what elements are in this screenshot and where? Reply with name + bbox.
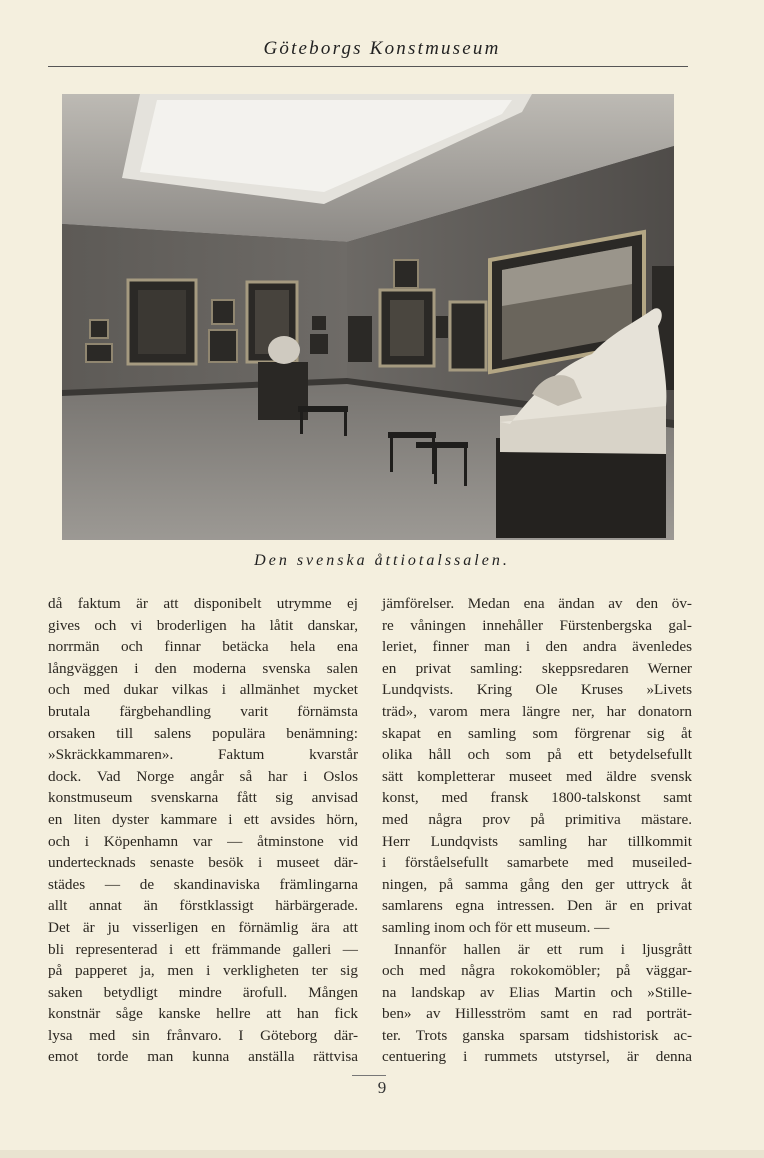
- text-line: och med några rokokomöbler; på väggar-: [382, 962, 692, 980]
- page-number: 9: [377, 1078, 387, 1097]
- text-line: re våningen innehåller Fürstenbergska gal-: [382, 616, 692, 634]
- text-line: en liten dyster kammare i ett avsides hörn,: [48, 810, 358, 828]
- text-line: norrmän och finnar betäcka hela ena: [48, 638, 358, 656]
- text-line: brutala färgbehandling varit förnämsta: [48, 702, 358, 720]
- text-line: olika håll och som på ett betydelsefullt: [382, 746, 692, 764]
- text-line: saken betydligt mindre ärofull. Mången: [48, 983, 358, 1001]
- text-line: Det är ju visserligen en förnämlig ära att: [48, 918, 358, 936]
- text-line: orsaken till salens populära benämning:: [48, 724, 358, 742]
- text-line: och med dukar vilkas i allmänhet mycket: [48, 681, 358, 699]
- text-line: sätt kompletterar museet med äldre svensk: [382, 767, 692, 785]
- text-line: undertecknads senaste besök i museet där-: [48, 854, 358, 872]
- text-line: leriet, finner man i den andra ävenledes: [382, 638, 692, 656]
- text-line: på papperet ja, men i verkligheten ter sig: [48, 962, 358, 980]
- running-header: Göteborgs Konstmuseum: [263, 38, 501, 59]
- text-line: långväggen i den moderna svenska salen: [48, 659, 358, 677]
- text-line: konst, med fransk 1800-talskonst samt: [382, 789, 692, 807]
- text-line: Lundqvists. Kring Ole Kruses »Livets: [382, 681, 692, 699]
- text-line: samling inom och för ett museum. —: [382, 918, 610, 936]
- page-edge: [0, 1150, 764, 1158]
- text-line: träd», varom mera längre ner, har donatorn: [382, 702, 692, 720]
- text-line: gives och vi broderligen ha låtit danskar,: [48, 616, 358, 634]
- text-line: dock. Vad Norge angår så har i Oslos: [48, 767, 358, 785]
- text-line: städes — de skandinaviska främlingarna: [48, 875, 358, 893]
- header-rule: [48, 66, 688, 67]
- text-line: en privat samling: skeppsredaren Werner: [382, 659, 692, 677]
- text-line: »Skräckkammaren». Faktum kvarstår: [48, 746, 358, 764]
- text-line: centuering i rummets utstyrsel, är denna: [382, 1048, 692, 1066]
- text-line: Herr Lundqvists samling har tillkommit: [382, 832, 692, 850]
- page-number-rule: [352, 1075, 386, 1076]
- text-column-left: [48, 593, 358, 1068]
- text-line: ter. Trots ganska sparsam tidshistorisk ac-: [382, 1026, 692, 1044]
- text-column-right: [382, 593, 692, 1068]
- text-line: bli representerad i ett främmande galleri —: [48, 940, 358, 958]
- text-line: Innanför hallen är ett rum i ljusgrått: [394, 940, 692, 958]
- text-line: i förståelsefullt samarbete med museiled-: [382, 854, 692, 872]
- gallery-photograph: [62, 94, 674, 540]
- text-line: ningen, på samma gång den ger uttryck åt: [382, 875, 692, 893]
- text-line: na landskap av Elias Martin och »Stille-: [382, 983, 692, 1001]
- text-line: då faktum är att disponibelt utrymme ej: [48, 595, 358, 612]
- text-line: jämförelser. Medan ena ändan av den öv-: [382, 595, 692, 612]
- text-line: emot torde man kunna anställa rättvisa: [48, 1048, 358, 1066]
- text-line: konstnär såge kanske hellre att han fick: [48, 1005, 358, 1023]
- text-line: samlarens egna intressen. Den är en privat: [382, 897, 692, 915]
- text-line: med några prov på primitiva mästare.: [382, 810, 692, 828]
- text-line: allt annat än förstklassigt härbärgerade.: [48, 897, 358, 915]
- text-line: ben» av Hillesström samt en rad porträt-: [382, 1005, 692, 1023]
- figure-caption: Den svenska åttiotalssalen.: [254, 552, 510, 569]
- text-line: lysa med sin frånvaro. I Göteborg där-: [48, 1026, 358, 1044]
- text-line: konstmuseum svenskarna fått sig anvisad: [48, 789, 358, 807]
- text-line: skapat en samling som förgrenar sig åt: [382, 724, 692, 742]
- text-line: och i Köpenhamn var — åtminstone vid: [48, 832, 358, 850]
